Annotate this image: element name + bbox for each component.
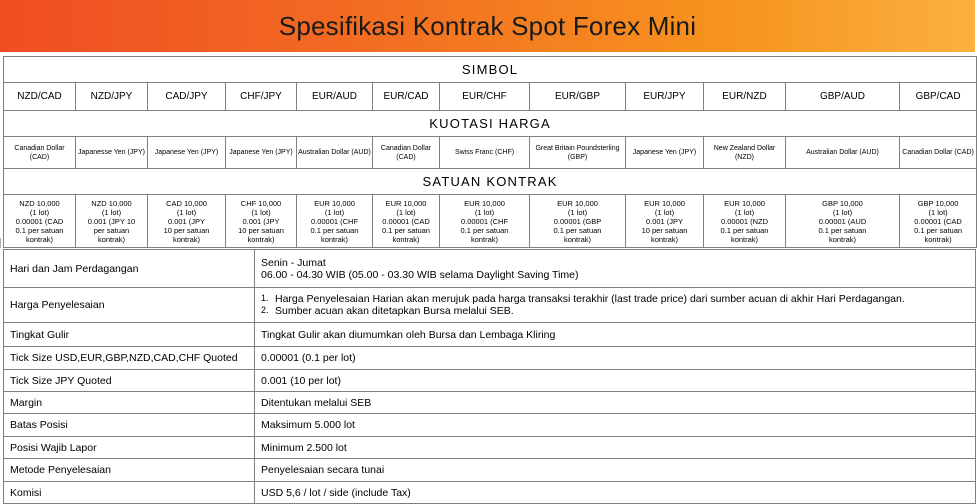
symbol-cell: EUR/AUD — [297, 83, 373, 111]
symbol-cell: EUR/CAD — [373, 83, 440, 111]
quote-cell: Great Britain Poundsterling (GBP) — [530, 137, 626, 169]
spec-row-mandatory-report — [4, 437, 976, 459]
list-item — [261, 293, 975, 305]
symbol-cell: CHF/JPY — [226, 83, 297, 111]
quote-cell: Japanese Yen (JPY) — [626, 137, 704, 169]
spec-row-settlement-method — [4, 459, 976, 482]
spec-value — [255, 250, 976, 288]
unit-cell: EUR 10,000 (1 lot) 0.00001 (CAD 0.1 per satuan kontrak) — [373, 195, 440, 248]
spec-label: Batas Posisi — [4, 414, 255, 437]
spec-row-margin — [4, 392, 976, 414]
symbol-cell: NZD/CAD — [4, 83, 76, 111]
symbol-cell: EUR/CHF — [440, 83, 530, 111]
trading-days: Senin - Jumat — [261, 256, 326, 269]
quote-cell: Australian Dollar (AUD) — [297, 137, 373, 169]
section-symbol-heading: SIMBOL — [4, 57, 977, 83]
quote-cell: Japanese Yen (JPY) — [148, 137, 226, 169]
quote-cell: Japanese Yen (JPY) — [226, 137, 297, 169]
quote-cell: Canadian Dollar (CAD) — [900, 137, 977, 169]
unit-cell: EUR 10,000 (1 lot) 0.00001 (CHF 0.1 per satuan kontrak) — [297, 195, 373, 248]
spec-label: Tingkat Gulir — [4, 323, 255, 347]
list-number: 1. — [261, 293, 269, 303]
spec-value: 0.00001 (0.1 per lot) — [255, 347, 976, 370]
quote-row — [4, 137, 977, 169]
unit-cell: EUR 10,000 (1 lot) 0.00001 (NZD 0.1 per satuan kontrak) — [704, 195, 786, 248]
spec-row-commission — [4, 482, 976, 504]
quote-cell: Australian Dollar (AUD) — [786, 137, 900, 169]
unit-cell: EUR 10,000 (1 lot) 0.00001 (GBP 0.1 per satuan kontrak) — [530, 195, 626, 248]
symbol-cell: EUR/JPY — [626, 83, 704, 111]
spec-value: Penyelesaian secara tunai — [255, 459, 976, 482]
unit-cell: NZD 10,000 (1 lot) 0.001 (JPY 10 per satuan kontrak) — [76, 195, 148, 248]
symbol-cell: CAD/JPY — [148, 83, 226, 111]
list-number: 2. — [261, 305, 269, 315]
unit-cell: GBP 10,000 (1 lot) 0.00001 (CAD 0.1 per satuan kontrak) — [900, 195, 977, 248]
unit-cell: GBP 10,000 (1 lot) 0.00001 (AUD 0.1 per satuan kontrak) — [786, 195, 900, 248]
page-title: Spesifikasi Kontrak Spot Forex Mini — [278, 10, 697, 41]
unit-row — [4, 195, 977, 248]
spec-label: Tick Size JPY Quoted — [4, 370, 255, 392]
list-text: Harga Penyelesaian Harian akan merujuk pada harga transaksi terakhir (last trade price) dari sumber acuan di akhir Hari Perdagangan. — [275, 293, 905, 305]
spec-label: Tick Size USD,EUR,GBP,NZD,CAD,CHF Quoted — [4, 347, 255, 370]
quote-cell: Swiss Franc (CHF) — [440, 137, 530, 169]
unit-cell: CHF 10,000 (1 lot) 0.001 (JPY 10 per satuan kontrak) — [226, 195, 297, 248]
spec-label: Komisi — [4, 482, 255, 504]
spec-row-rollover — [4, 323, 976, 347]
symbol-row — [4, 83, 977, 111]
spec-row-trading-hours — [4, 250, 976, 288]
spec-label: Hari dan Jam Perdagangan — [4, 250, 255, 288]
symbol-cell: EUR/GBP — [530, 83, 626, 111]
spec-label: Posisi Wajib Lapor — [4, 437, 255, 459]
spec-value: Tingkat Gulir akan diumumkan oleh Bursa dan Lembaga Kliring — [255, 323, 976, 347]
contract-grid — [3, 56, 977, 248]
spec-value: USD 5,6 / lot / side (include Tax) — [255, 482, 976, 504]
symbol-cell: NZD/JPY — [76, 83, 148, 111]
unit-cell: EUR 10,000 (1 lot) 0.001 (JPY 10 per satuan kontrak) — [626, 195, 704, 248]
spec-label: Metode Penyelesaian — [4, 459, 255, 482]
spec-label: Margin — [4, 392, 255, 414]
section-quote-heading: KUOTASI HARGA — [4, 111, 977, 137]
quote-cell: New Zealand Dollar (NZD) — [704, 137, 786, 169]
symbol-cell: EUR/NZD — [704, 83, 786, 111]
unit-cell: CAD 10,000 (1 lot) 0.001 (JPY 10 per satuan kontrak) — [148, 195, 226, 248]
spec-value — [255, 288, 976, 323]
spec-value: Minimum 2.500 lot — [255, 437, 976, 459]
symbol-cell: GBP/AUD — [786, 83, 900, 111]
spec-row-tick-jpy — [4, 370, 976, 392]
quote-cell: Japanesse Yen (JPY) — [76, 137, 148, 169]
spec-label: Harga Penyelesaian — [4, 288, 255, 323]
list-item — [261, 305, 975, 317]
trading-time: 06.00 - 04.30 WIB (05.00 - 03.30 WIB selama Daylight Saving Time) — [261, 268, 579, 281]
divider — [0, 238, 4, 248]
unit-cell: NZD 10,000 (1 lot) 0.00001 (CAD 0.1 per satuan kontrak) — [4, 195, 76, 248]
spec-value: Ditentukan melalui SEB — [255, 392, 976, 414]
spec-row-position-limit — [4, 414, 976, 437]
spec-table — [3, 249, 976, 504]
unit-cell: EUR 10,000 (1 lot) 0.00001 (CHF 0.1 per satuan kontrak) — [440, 195, 530, 248]
quote-cell: Canadian Dollar (CAD) — [373, 137, 440, 169]
spec-value: 0.001 (10 per lot) — [255, 370, 976, 392]
title-banner — [0, 0, 975, 52]
symbol-cell: GBP/CAD — [900, 83, 977, 111]
quote-cell: Canadian Dollar (CAD) — [4, 137, 76, 169]
list-text: Sumber acuan akan ditetapkan Bursa melalui SEB. — [275, 305, 514, 317]
spec-row-settlement-price — [4, 288, 976, 323]
spec-row-tick-usd — [4, 347, 976, 370]
section-unit-heading: SATUAN KONTRAK — [4, 169, 977, 195]
spec-value: Maksimum 5.000 lot — [255, 414, 976, 437]
